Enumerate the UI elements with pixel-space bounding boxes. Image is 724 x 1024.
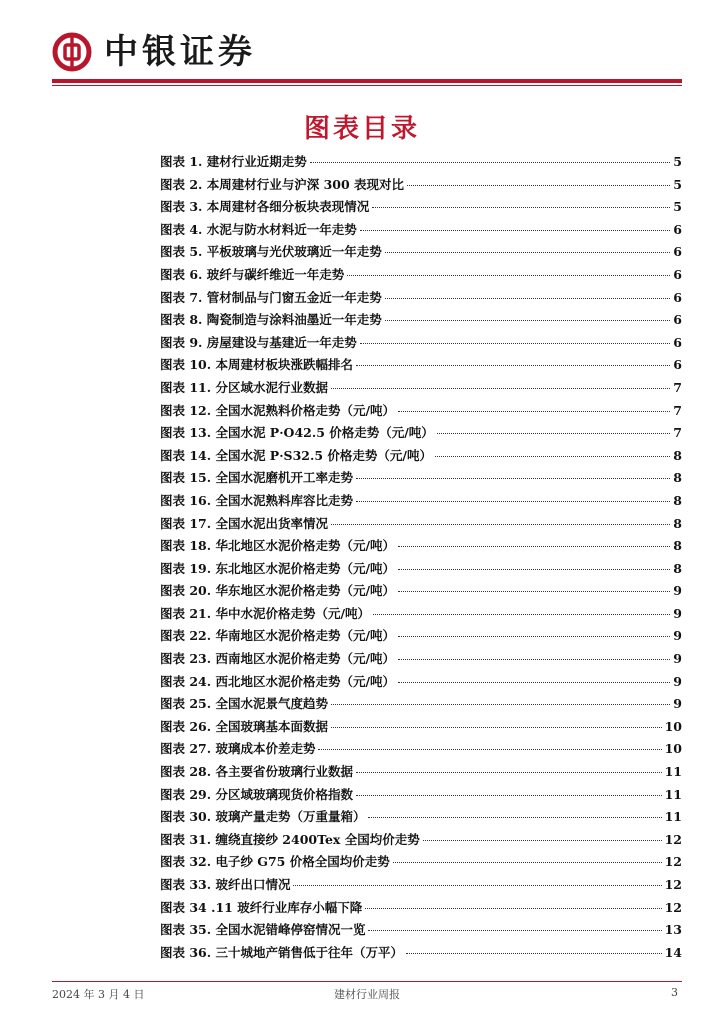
toc-entry[interactable] (160, 288, 682, 311)
toc-dot-leader (398, 546, 670, 547)
toc-entry-label: 图表 27. 玻璃成本价差走势 (160, 741, 316, 757)
toc-entry-page: 8 (673, 492, 682, 508)
toc-entry-page: 11 (664, 809, 682, 825)
toc-entry-page: 8 (673, 470, 682, 486)
toc-entry-label: 图表 29. 分区域玻璃现货价格指数 (160, 786, 353, 802)
toc-entry-label: 图表 22. 华南地区水泥价格走势（元/吨） (160, 628, 396, 644)
toc-entry-label: 图表 14. 全国水泥 P·S32.5 价格走势（元/吨） (160, 447, 432, 463)
toc-dot-leader (368, 930, 661, 931)
toc-entry[interactable] (160, 875, 682, 898)
toc-entry[interactable] (160, 626, 682, 649)
toc-dot-leader (356, 365, 670, 366)
toc-entry[interactable] (160, 378, 682, 401)
toc-dot-leader (365, 908, 661, 909)
toc-entry-label: 图表 20. 华东地区水泥价格走势（元/吨） (160, 583, 396, 599)
toc-entry-page: 8 (673, 447, 682, 463)
toc-dot-leader (398, 659, 670, 660)
toc-dot-leader (372, 207, 670, 208)
page-title: 图表目录 (303, 114, 420, 144)
toc-entry-label: 图表 7. 管材制品与门窗五金近一年走势 (160, 289, 382, 305)
toc-entry-page: 9 (673, 605, 682, 621)
toc-entry[interactable] (160, 717, 682, 740)
table-of-figures (160, 152, 682, 965)
toc-dot-leader (393, 862, 662, 863)
toc-entry-label: 图表 6. 玻纤与碳纤维近一年走势 (160, 266, 345, 282)
toc-dot-leader (360, 230, 671, 231)
toc-entry-label: 图表 36. 三十城地产销售低于往年（万平） (160, 944, 403, 960)
toc-dot-leader (293, 885, 661, 886)
toc-entry[interactable] (160, 694, 682, 717)
toc-entry-label: 图表 25. 全国水泥景气度趋势 (160, 696, 328, 712)
toc-entry-page: 6 (673, 334, 682, 350)
footer-date: 2024 年 3 月 4 日 (52, 988, 145, 1001)
toc-dot-leader (398, 569, 670, 570)
toc-entry-page: 5 (673, 154, 682, 169)
toc-entry-page: 5 (673, 176, 682, 192)
toc-entry[interactable] (160, 265, 682, 288)
toc-entry-label: 图表 3. 本周建材各细分板块表现情况 (160, 199, 370, 215)
toc-entry-label: 图表 4. 水泥与防水材料近一年走势 (160, 221, 357, 237)
toc-dot-leader (331, 524, 670, 525)
toc-entry-page: 9 (673, 696, 682, 712)
toc-entry[interactable] (160, 468, 682, 491)
toc-entry-page: 10 (664, 741, 682, 757)
toc-dot-leader (407, 185, 670, 186)
toc-entry[interactable] (160, 446, 682, 469)
toc-entry[interactable] (160, 355, 682, 378)
toc-entry[interactable] (160, 220, 682, 243)
toc-dot-leader (398, 636, 670, 637)
toc-entry-page: 6 (673, 312, 682, 328)
toc-entry-label: 图表 24. 西北地区水泥价格走势（元/吨） (160, 673, 396, 689)
toc-dot-leader (310, 162, 671, 163)
toc-entry-page: 6 (673, 289, 682, 305)
page-header (52, 28, 682, 78)
toc-entry-label: 图表 34 .11 玻纤行业库存小幅下降 (160, 899, 363, 915)
toc-entry-page: 6 (673, 221, 682, 237)
toc-entry-label: 图表 15. 全国水泥磨机开工率走势 (160, 470, 353, 486)
toc-entry-page: 6 (673, 266, 682, 282)
toc-entry[interactable] (160, 175, 682, 198)
toc-entry[interactable] (160, 830, 682, 853)
toc-dot-leader (398, 591, 670, 592)
toc-entry-label: 图表 11. 分区域水泥行业数据 (160, 379, 328, 395)
toc-entry-page: 11 (664, 764, 682, 780)
toc-entry-label: 图表 23. 西南地区水泥价格走势（元/吨） (160, 651, 396, 667)
toc-entry-page: 9 (673, 673, 682, 689)
toc-entry-label: 图表 26. 全国玻璃基本面数据 (160, 718, 328, 734)
toc-entry-label: 图表 19. 东北地区水泥价格走势（元/吨） (160, 560, 396, 576)
toc-dot-leader (347, 275, 670, 276)
toc-entry[interactable] (160, 514, 682, 537)
toc-entry[interactable] (160, 559, 682, 582)
toc-entry-page: 9 (673, 583, 682, 599)
toc-entry[interactable] (160, 242, 682, 265)
toc-entry-page: 14 (664, 944, 682, 960)
toc-entry-label: 图表 10. 本周建材板块涨跌幅排名 (160, 357, 353, 373)
toc-entry-label: 图表 21. 华中水泥价格走势（元/吨） (160, 605, 371, 621)
toc-entry-label: 图表 5. 平板玻璃与光伏玻璃近一年走势 (160, 244, 382, 260)
toc-entry[interactable] (160, 807, 682, 830)
toc-entry[interactable] (160, 785, 682, 808)
toc-dot-leader (356, 478, 670, 479)
header-divider-thin (52, 85, 682, 86)
toc-entry-page: 12 (664, 877, 682, 892)
toc-dot-leader (360, 343, 671, 344)
toc-entry-label: 图表 32. 电子纱 G75 价格全国均价走势 (160, 854, 390, 870)
toc-entry[interactable] (160, 310, 682, 333)
toc-dot-leader (356, 501, 670, 502)
toc-dot-leader (356, 795, 662, 796)
toc-entry-label: 图表 16. 全国水泥熟料库容比走势 (160, 492, 353, 508)
footer-divider (52, 981, 682, 982)
toc-entry-page: 8 (673, 515, 682, 531)
toc-entry-page: 11 (664, 786, 682, 802)
toc-entry[interactable] (160, 423, 682, 446)
toc-entry-page: 7 (673, 425, 682, 441)
toc-dot-leader (373, 614, 670, 615)
toc-dot-leader (406, 953, 662, 954)
toc-entry[interactable] (160, 491, 682, 514)
footer-report-type: 建材行业周报 (334, 988, 400, 1001)
toc-entry[interactable] (160, 852, 682, 875)
toc-entry[interactable] (160, 739, 682, 762)
toc-entry-label: 图表 1. 建材行业近期走势 (160, 154, 307, 169)
toc-dot-leader (385, 252, 671, 253)
toc-entry-label: 图表 28. 各主要省份玻璃行业数据 (160, 764, 353, 780)
toc-entry-page: 9 (673, 628, 682, 644)
toc-entry[interactable] (160, 536, 682, 559)
toc-entry[interactable] (160, 920, 682, 943)
toc-entry-page: 9 (673, 651, 682, 667)
toc-entry[interactable] (160, 943, 682, 966)
toc-dot-leader (437, 433, 670, 434)
header-divider (52, 79, 682, 83)
toc-entry-label: 图表 12. 全国水泥熟料价格走势（元/吨） (160, 402, 396, 418)
toc-entry[interactable] (160, 649, 682, 672)
toc-dot-leader (385, 298, 671, 299)
toc-entry[interactable] (160, 152, 682, 175)
toc-entry-page: 10 (664, 718, 682, 734)
toc-entry-page: 12 (664, 831, 682, 847)
toc-entry-label: 图表 31. 缠绕直接纱 2400Tex 全国均价走势 (160, 831, 420, 847)
toc-entry-page: 5 (673, 199, 682, 215)
toc-entry-page: 13 (664, 922, 682, 938)
toc-entry-label: 图表 17. 全国水泥出货率情况 (160, 515, 328, 531)
toc-dot-leader (423, 840, 662, 841)
toc-entry-page: 7 (673, 402, 682, 418)
toc-entry-page: 6 (673, 244, 682, 260)
toc-entry-page: 7 (673, 379, 682, 395)
toc-dot-leader (318, 749, 661, 750)
toc-dot-leader (435, 456, 670, 457)
toc-entry-label: 图表 2. 本周建材行业与沪深 300 表现对比 (160, 176, 405, 192)
toc-dot-leader (398, 682, 670, 683)
toc-entry[interactable] (160, 604, 682, 627)
toc-entry[interactable] (160, 333, 682, 356)
toc-entry[interactable] (160, 762, 682, 785)
toc-entry-page: 6 (673, 357, 682, 373)
toc-dot-leader (331, 388, 670, 389)
toc-entry[interactable] (160, 898, 682, 921)
toc-entry-label: 图表 35. 全国水泥错峰停窑情况一览 (160, 922, 366, 938)
toc-entry[interactable] (160, 672, 682, 695)
brand-name: 中银证券 (104, 32, 256, 72)
toc-entry-label: 图表 9. 房屋建设与基建近一年走势 (160, 334, 357, 350)
toc-entry[interactable] (160, 581, 682, 604)
toc-dot-leader (398, 411, 670, 412)
toc-entry-page: 8 (673, 538, 682, 554)
toc-dot-leader (368, 817, 661, 818)
toc-entry-label: 图表 33. 玻纤出口情况 (160, 877, 291, 892)
toc-dot-leader (356, 772, 662, 773)
toc-entry[interactable] (160, 197, 682, 220)
toc-entry-label: 图表 13. 全国水泥 P·O42.5 价格走势（元/吨） (160, 425, 434, 441)
toc-dot-leader (331, 727, 662, 728)
toc-entry[interactable] (160, 401, 682, 424)
toc-entry-page: 12 (664, 854, 682, 870)
toc-entry-page: 12 (664, 899, 682, 915)
toc-dot-leader (385, 320, 671, 321)
toc-entry-label: 图表 8. 陶瓷制造与涂料油墨近一年走势 (160, 312, 382, 328)
toc-entry-page: 8 (673, 560, 682, 576)
toc-entry-label: 图表 30. 玻璃产量走势（万重量箱） (160, 809, 366, 825)
footer-page-number: 3 (671, 986, 678, 999)
toc-entry-label: 图表 18. 华北地区水泥价格走势（元/吨） (160, 538, 396, 554)
toc-dot-leader (331, 704, 670, 705)
bank-of-china-logo-icon (52, 32, 92, 72)
